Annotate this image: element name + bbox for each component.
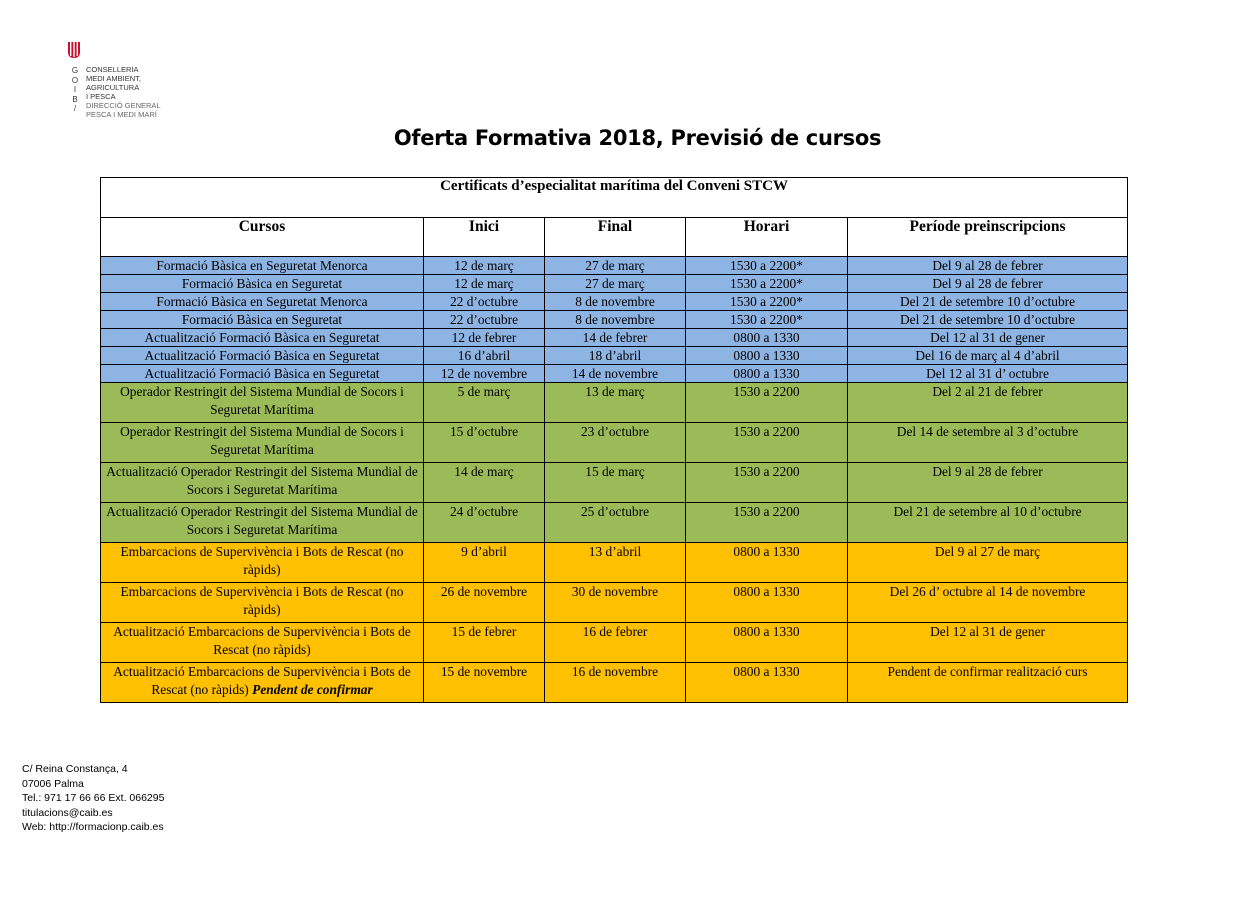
header-courses: Cursos	[101, 218, 424, 257]
end-cell: 8 de novembre	[545, 311, 686, 329]
end-cell: 14 de febrer	[545, 329, 686, 347]
schedule-cell: 0800 a 1330	[686, 329, 848, 347]
start-cell: 9 d’abril	[424, 543, 545, 583]
schedule-cell: 1530 a 2200*	[686, 293, 848, 311]
table-row	[101, 583, 1128, 623]
course-cell: Formació Bàsica en Seguretat	[101, 311, 424, 329]
address-email: titulacions@caib.es	[22, 806, 113, 819]
courses-table	[100, 177, 1128, 703]
table-row	[101, 347, 1128, 365]
address-city: 07006 Palma	[22, 777, 84, 790]
header-period: Període preinscripcions	[848, 218, 1128, 257]
page-title: Oferta Formativa 2018, Previsió de cursos	[393, 126, 882, 150]
schedule-cell: 1530 a 2200	[686, 463, 848, 503]
course-cell: Operador Restringit del Sistema Mundial de Socors i Seguretat Marítima	[101, 423, 424, 463]
table-title: Certificats d’especialitat marítima del Conveni STCW	[101, 178, 1128, 218]
start-cell: 12 de març	[424, 257, 545, 275]
schedule-cell: 1530 a 2200	[686, 383, 848, 423]
period-cell: Del 9 al 27 de març	[848, 543, 1128, 583]
period-cell: Del 26 d’ octubre al 14 de novembre	[848, 583, 1128, 623]
address-phone: Tel.: 971 17 66 66 Ext. 066295	[22, 792, 165, 804]
start-cell: 15 de febrer	[424, 623, 545, 663]
course-cell: Actualització Formació Bàsica en Seguretat	[101, 365, 424, 383]
table-row	[101, 663, 1128, 703]
footer-address	[22, 762, 164, 835]
period-cell: Del 9 al 28 de febrer	[848, 463, 1128, 503]
course-cell: Embarcacions de Supervivència i Bots de Rescat (no ràpids)	[101, 583, 424, 623]
end-cell: 30 de novembre	[545, 583, 686, 623]
start-cell: 26 de novembre	[424, 583, 545, 623]
course-cell: Actualització Embarcacions de Supervivència i Bots de Rescat (no ràpids)	[101, 623, 424, 663]
course-cell: Embarcacions de Supervivència i Bots de Rescat (no ràpids)	[101, 543, 424, 583]
header-end: Final	[545, 218, 686, 257]
end-cell: 8 de novembre	[545, 293, 686, 311]
end-cell: 16 de novembre	[545, 663, 686, 703]
course-note: Pendent de confirmar	[252, 682, 373, 697]
end-cell: 13 de març	[545, 383, 686, 423]
period-cell: Del 21 de setembre 10 d’octubre	[848, 311, 1128, 329]
schedule-cell: 1530 a 2200	[686, 503, 848, 543]
period-cell: Pendent de confirmar realització curs	[848, 663, 1128, 703]
start-cell: 24 d’octubre	[424, 503, 545, 543]
period-cell: Del 9 al 28 de febrer	[848, 257, 1128, 275]
course-cell: Formació Bàsica en Seguretat Menorca	[101, 257, 424, 275]
table-row	[101, 257, 1128, 275]
table-row	[101, 293, 1128, 311]
start-cell: 15 d’octubre	[424, 423, 545, 463]
start-cell: 12 de març	[424, 275, 545, 293]
course-cell: Operador Restringit del Sistema Mundial de Socors i Seguretat Marítima	[101, 383, 424, 423]
goib-logo	[68, 42, 178, 128]
schedule-cell: 1530 a 2200*	[686, 275, 848, 293]
end-cell: 23 d’octubre	[545, 423, 686, 463]
period-cell: Del 2 al 21 de febrer	[848, 383, 1128, 423]
period-cell: Del 12 al 31 de gener	[848, 623, 1128, 663]
table-row	[101, 275, 1128, 293]
table-row	[101, 365, 1128, 383]
schedule-cell: 1530 a 2200	[686, 423, 848, 463]
end-cell: 25 d’octubre	[545, 503, 686, 543]
period-cell: Del 16 de març al 4 d’abril	[848, 347, 1128, 365]
table-row	[101, 311, 1128, 329]
period-cell: Del 12 al 31 d’ octubre	[848, 365, 1128, 383]
header-schedule: Horari	[686, 218, 848, 257]
schedule-cell: 0800 a 1330	[686, 543, 848, 583]
course-cell: Actualització Embarcacions de Supervivència i Bots de Rescat (no ràpids) Pendent de confirmar	[101, 663, 424, 703]
course-cell: Formació Bàsica en Seguretat	[101, 275, 424, 293]
schedule-cell: 0800 a 1330	[686, 663, 848, 703]
table-row	[101, 503, 1128, 543]
start-cell: 14 de març	[424, 463, 545, 503]
start-cell: 5 de març	[424, 383, 545, 423]
start-cell: 12 de febrer	[424, 329, 545, 347]
end-cell: 27 de març	[545, 257, 686, 275]
period-cell: Del 21 de setembre 10 d’octubre	[848, 293, 1128, 311]
end-cell: 16 de febrer	[545, 623, 686, 663]
table-row	[101, 423, 1128, 463]
schedule-cell: 0800 a 1330	[686, 347, 848, 365]
schedule-cell: 0800 a 1330	[686, 583, 848, 623]
period-cell: Del 21 de setembre al 10 d’octubre	[848, 503, 1128, 543]
coat-of-arms-icon	[68, 42, 80, 58]
start-cell: 12 de novembre	[424, 365, 545, 383]
schedule-cell: 0800 a 1330	[686, 623, 848, 663]
start-cell: 16 d’abril	[424, 347, 545, 365]
table-row	[101, 543, 1128, 583]
start-cell: 15 de novembre	[424, 663, 545, 703]
end-cell: 18 d’abril	[545, 347, 686, 365]
table-row	[101, 383, 1128, 423]
end-cell: 27 de març	[545, 275, 686, 293]
schedule-cell: 1530 a 2200*	[686, 257, 848, 275]
course-cell: Actualització Operador Restringit del Sistema Mundial de Socors i Seguretat Marítima	[101, 503, 424, 543]
course-cell: Actualització Operador Restringit del Sistema Mundial de Socors i Seguretat Marítima	[101, 463, 424, 503]
end-cell: 15 de març	[545, 463, 686, 503]
course-cell: Formació Bàsica en Seguretat Menorca	[101, 293, 424, 311]
schedule-cell: 1530 a 2200*	[686, 311, 848, 329]
period-cell: Del 12 al 31 de gener	[848, 329, 1128, 347]
start-cell: 22 d’octubre	[424, 311, 545, 329]
schedule-cell: 0800 a 1330	[686, 365, 848, 383]
end-cell: 14 de novembre	[545, 365, 686, 383]
table-row	[101, 329, 1128, 347]
course-cell: Actualització Formació Bàsica en Seguretat	[101, 329, 424, 347]
table-row	[101, 623, 1128, 663]
period-cell: Del 9 al 28 de febrer	[848, 275, 1128, 293]
period-cell: Del 14 de setembre al 3 d’octubre	[848, 423, 1128, 463]
address-street: C/ Reina Constança, 4	[22, 763, 128, 775]
address-web: Web: http://formacionp.caib.es	[22, 821, 164, 833]
start-cell: 22 d’octubre	[424, 293, 545, 311]
table-row	[101, 463, 1128, 503]
course-cell: Actualització Formació Bàsica en Seguretat	[101, 347, 424, 365]
header-start: Inici	[424, 218, 545, 257]
logo-letters: G O I B /	[71, 66, 79, 113]
end-cell: 13 d’abril	[545, 543, 686, 583]
logo-text: CONSELLERIA MEDI AMBIENT, AGRICULTURA I PESCA DIRECCIÓ GENERAL PESCA I MEDI MARÍ	[86, 65, 161, 119]
